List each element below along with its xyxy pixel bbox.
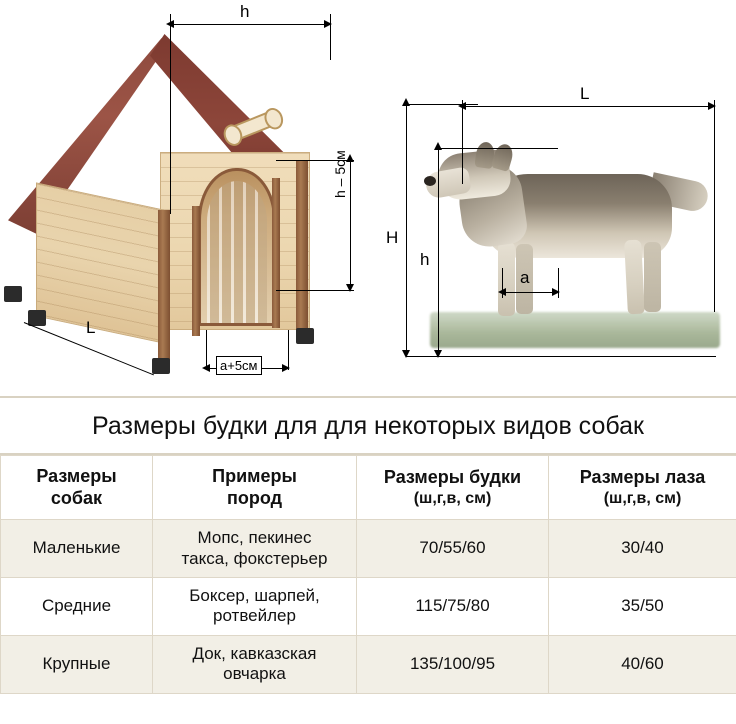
cell-house-size: 135/100/95 <box>357 635 549 693</box>
dim-line-dog-chest-width <box>502 292 558 293</box>
cell-house-size: 115/75/80 <box>357 577 549 635</box>
cell-breeds-line1: Мопс, пекинес <box>197 528 312 548</box>
dog-nose <box>424 176 436 186</box>
ext-line-dog-H-bottom <box>406 356 716 357</box>
header-opening-size <box>549 456 736 520</box>
dim-line-dog-shoulder-height <box>438 148 439 356</box>
cell-breeds-line1: Док, кавказская <box>192 643 317 663</box>
ext-line-dog-tail <box>714 100 715 312</box>
ext-line-door-width-left <box>206 330 207 370</box>
ext-line-dog-h-top <box>438 148 558 149</box>
dog-ground <box>430 312 720 348</box>
table-row <box>1 635 736 693</box>
header-size-line1: Размеры <box>36 466 117 486</box>
label-door-width: a+5см <box>216 356 262 375</box>
header-breeds-line2: пород <box>226 487 283 508</box>
table-header-row <box>1 456 736 520</box>
label-roof-width: h <box>240 2 250 21</box>
ext-line-dog-H-top <box>406 104 478 105</box>
label-side-length: L <box>86 318 96 337</box>
dog-front-leg-far <box>498 242 515 316</box>
label-door-height: h – 5см <box>332 150 348 198</box>
header-house-size <box>357 456 549 520</box>
header-size <box>1 456 153 520</box>
house-front-wall <box>36 182 164 343</box>
header-size-line2: собак <box>50 487 103 508</box>
dim-line-dog-total-height <box>406 104 407 356</box>
cell-size: Крупные <box>1 635 153 693</box>
dim-line-dog-length <box>462 106 714 107</box>
dim-line-door-height <box>350 160 351 290</box>
cell-house-size: 70/55/60 <box>357 520 549 578</box>
label-dog-total-height: H <box>386 228 399 247</box>
dog-hind-leg-near <box>644 242 661 312</box>
label-dog-chest-width: a <box>520 268 530 287</box>
cell-opening-size: 35/50 <box>549 577 736 635</box>
corner-post-left <box>158 210 170 360</box>
ext-line-dog-a-right <box>558 268 559 298</box>
table-row <box>1 577 736 635</box>
dimensions-table <box>0 455 736 694</box>
cell-opening-size: 40/60 <box>549 635 736 693</box>
ext-line-door-bottom <box>276 290 354 291</box>
cell-size: Средние <box>1 577 153 635</box>
ext-line-roof-left <box>170 14 171 214</box>
cell-opening-size: 30/40 <box>549 520 736 578</box>
label-dog-length: L <box>580 84 590 103</box>
door-post-left <box>192 206 200 336</box>
door-flaps <box>207 181 267 323</box>
dim-line-roof-width <box>170 24 330 25</box>
corner-post-right <box>296 160 308 332</box>
table-row <box>1 520 736 578</box>
header-opening-size-line1: Размеры лаза <box>579 467 706 488</box>
dog-ear-right <box>491 142 515 172</box>
cell-size: Маленькие <box>1 520 153 578</box>
house-foot-back-left <box>4 286 22 302</box>
cell-breeds <box>153 520 357 578</box>
door-post-right <box>272 178 280 328</box>
cell-breeds <box>153 577 357 635</box>
house-foot-back-right <box>296 328 314 344</box>
header-breeds-line1: Примеры <box>212 466 297 486</box>
house-door-opening <box>198 168 276 326</box>
header-house-size-line1: Размеры будки <box>383 467 522 488</box>
header-opening-size-line2: (ш,г,в, см) <box>603 489 682 507</box>
cell-breeds-line2: овчарка <box>223 664 286 684</box>
dog-photo <box>424 118 724 354</box>
header-breeds <box>153 456 357 520</box>
header-house-size-line2: (ш,г,в, см) <box>413 489 492 507</box>
label-dog-shoulder-height: h <box>420 250 430 269</box>
cell-breeds-line1: Боксер, шарпей, <box>189 585 320 605</box>
ext-line-dog-nose <box>462 100 463 184</box>
ext-line-door-width-right <box>288 330 289 370</box>
ext-line-dog-a-left <box>502 268 503 298</box>
table-caption: Размеры будки для для некоторых видов собак <box>0 396 736 455</box>
house-foot-front-right <box>152 358 170 374</box>
cell-breeds-line2: такса, фокстерьер <box>181 548 328 568</box>
cell-breeds <box>153 635 357 693</box>
arrow-dog-h-bottom <box>434 350 442 358</box>
house-foot-front-left <box>28 310 46 326</box>
ext-line-roof-right <box>330 14 331 60</box>
cell-breeds-line2: ротвейлер <box>213 606 296 626</box>
